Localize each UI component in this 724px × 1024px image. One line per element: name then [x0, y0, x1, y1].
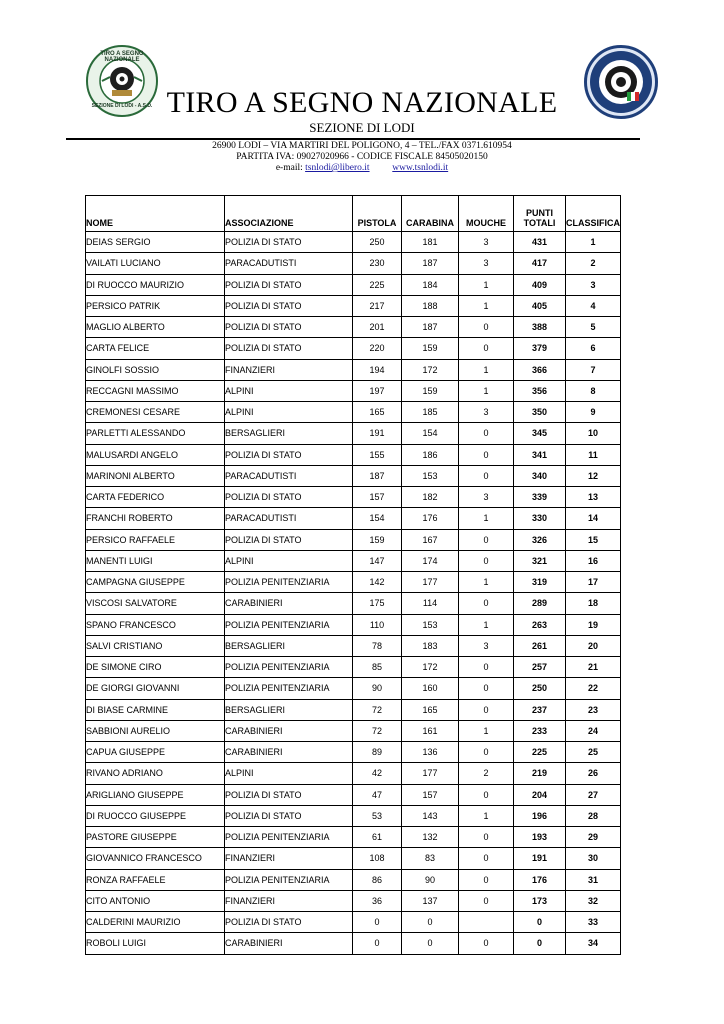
cell-classifica: 11 — [566, 444, 621, 465]
cell-carabina: 83 — [402, 848, 459, 869]
cell-nome: GINOLFI SOSSIO — [86, 359, 225, 380]
cell-nome: PARLETTI ALESSANDO — [86, 423, 225, 444]
cell-punti-totali: 339 — [514, 487, 566, 508]
cell-nome: ARIGLIANO GIUSEPPE — [86, 784, 225, 805]
cell-associazione: POLIZIA DI STATO — [225, 444, 353, 465]
cell-nome: PERSICO PATRIK — [86, 295, 225, 316]
table-row — [86, 529, 621, 550]
cell-nome: MANENTI LUIGI — [86, 550, 225, 571]
table-row — [86, 614, 621, 635]
cell-pistola: 155 — [353, 444, 402, 465]
table-row — [86, 827, 621, 848]
cell-carabina: 188 — [402, 295, 459, 316]
cell-classifica: 25 — [566, 742, 621, 763]
cell-carabina: 159 — [402, 338, 459, 359]
table-row — [86, 890, 621, 911]
cell-mouche: 0 — [459, 465, 514, 486]
cell-punti-totali: 321 — [514, 550, 566, 571]
cell-classifica: 5 — [566, 317, 621, 338]
table-row — [86, 508, 621, 529]
column-header-punti-totali — [514, 196, 566, 232]
cell-associazione: ALPINI — [225, 402, 353, 423]
cell-associazione: BERSAGLIERI — [225, 423, 353, 444]
cell-associazione: CARABINIERI — [225, 720, 353, 741]
cell-punti-totali: 250 — [514, 678, 566, 699]
cell-pistola: 220 — [353, 338, 402, 359]
cell-classifica: 14 — [566, 508, 621, 529]
cell-punti-totali: 409 — [514, 274, 566, 295]
cell-nome: DEIAS SERGIO — [86, 232, 225, 253]
cell-carabina: 137 — [402, 890, 459, 911]
cell-associazione: POLIZIA DI STATO — [225, 487, 353, 508]
cell-nome: DI RUOCCO MAURIZIO — [86, 274, 225, 295]
cell-mouche: 0 — [459, 933, 514, 954]
cell-mouche: 0 — [459, 827, 514, 848]
cell-classifica: 24 — [566, 720, 621, 741]
cell-carabina: 154 — [402, 423, 459, 444]
cell-punti-totali: 237 — [514, 699, 566, 720]
cell-punti-totali: 289 — [514, 593, 566, 614]
table-row — [86, 763, 621, 784]
table-row — [86, 253, 621, 274]
cell-nome: SALVI CRISTIANO — [86, 635, 225, 656]
cell-mouche: 3 — [459, 402, 514, 423]
cell-classifica: 18 — [566, 593, 621, 614]
cell-associazione: BERSAGLIERI — [225, 699, 353, 720]
cell-punti-totali: 431 — [514, 232, 566, 253]
cell-carabina: 172 — [402, 657, 459, 678]
cell-pistola: 157 — [353, 487, 402, 508]
cell-classifica: 21 — [566, 657, 621, 678]
punti-header-line1: PUNTI — [526, 208, 553, 218]
cell-nome: VISCOSI SALVATORE — [86, 593, 225, 614]
cell-punti-totali: 330 — [514, 508, 566, 529]
cell-carabina: 114 — [402, 593, 459, 614]
cell-classifica: 3 — [566, 274, 621, 295]
table-row — [86, 465, 621, 486]
table-row — [86, 232, 621, 253]
cell-classifica: 28 — [566, 805, 621, 826]
cell-carabina: 184 — [402, 274, 459, 295]
cell-mouche: 0 — [459, 869, 514, 890]
cell-pistola: 225 — [353, 274, 402, 295]
cell-nome: PASTORE GIUSEPPE — [86, 827, 225, 848]
table-row — [86, 869, 621, 890]
cell-classifica: 33 — [566, 912, 621, 933]
cell-associazione: PARACADUTISTI — [225, 253, 353, 274]
cell-pistola: 230 — [353, 253, 402, 274]
cell-mouche: 0 — [459, 890, 514, 911]
cell-pistola: 108 — [353, 848, 402, 869]
cell-carabina: 160 — [402, 678, 459, 699]
cell-mouche: 1 — [459, 614, 514, 635]
cell-punti-totali: 204 — [514, 784, 566, 805]
cell-carabina: 177 — [402, 763, 459, 784]
cell-mouche: 1 — [459, 805, 514, 826]
cell-carabina: 157 — [402, 784, 459, 805]
cell-pistola: 147 — [353, 550, 402, 571]
cell-associazione: PARACADUTISTI — [225, 465, 353, 486]
column-header-pistola: PISTOLA — [353, 196, 402, 232]
cell-mouche: 3 — [459, 232, 514, 253]
cell-mouche: 0 — [459, 529, 514, 550]
table-row — [86, 848, 621, 869]
cell-punti-totali: 257 — [514, 657, 566, 678]
table-row — [86, 444, 621, 465]
cell-carabina: 132 — [402, 827, 459, 848]
cell-nome: CREMONESI CESARE — [86, 402, 225, 423]
cell-nome: RONZA RAFFAELE — [86, 869, 225, 890]
cell-pistola: 201 — [353, 317, 402, 338]
cell-nome: MARINONI ALBERTO — [86, 465, 225, 486]
cell-carabina: 143 — [402, 805, 459, 826]
cell-mouche: 0 — [459, 444, 514, 465]
table-row — [86, 635, 621, 656]
cell-punti-totali: 225 — [514, 742, 566, 763]
cell-carabina: 174 — [402, 550, 459, 571]
table-row — [86, 933, 621, 954]
cell-classifica: 30 — [566, 848, 621, 869]
cell-mouche: 0 — [459, 593, 514, 614]
cell-punti-totali: 341 — [514, 444, 566, 465]
cell-punti-totali: 388 — [514, 317, 566, 338]
cell-classifica: 32 — [566, 890, 621, 911]
cell-associazione: ALPINI — [225, 763, 353, 784]
header-divider — [66, 138, 640, 140]
cell-associazione: POLIZIA DI STATO — [225, 805, 353, 826]
cell-associazione: POLIZIA DI STATO — [225, 232, 353, 253]
contact-line — [0, 163, 724, 174]
cell-associazione: POLIZIA DI STATO — [225, 784, 353, 805]
cell-carabina: 185 — [402, 402, 459, 423]
table-row — [86, 317, 621, 338]
table-row — [86, 487, 621, 508]
cell-carabina: 161 — [402, 720, 459, 741]
cell-classifica: 23 — [566, 699, 621, 720]
cell-pistola: 154 — [353, 508, 402, 529]
cell-pistola: 197 — [353, 380, 402, 401]
cell-associazione: POLIZIA PENITENZIARIA — [225, 869, 353, 890]
cell-associazione: POLIZIA PENITENZIARIA — [225, 572, 353, 593]
table-row — [86, 338, 621, 359]
cell-classifica: 20 — [566, 635, 621, 656]
cell-mouche: 0 — [459, 338, 514, 359]
cell-nome: SPANO FRANCESCO — [86, 614, 225, 635]
cell-mouche: 3 — [459, 253, 514, 274]
table-row — [86, 550, 621, 571]
cell-punti-totali: 233 — [514, 720, 566, 741]
cell-punti-totali: 417 — [514, 253, 566, 274]
cell-punti-totali: 356 — [514, 380, 566, 401]
cell-classifica: 19 — [566, 614, 621, 635]
cell-classifica: 12 — [566, 465, 621, 486]
cell-nome: RECCAGNI MASSIMO — [86, 380, 225, 401]
cell-pistola: 250 — [353, 232, 402, 253]
cell-classifica: 10 — [566, 423, 621, 444]
cell-pistola: 0 — [353, 933, 402, 954]
cell-punti-totali: 0 — [514, 912, 566, 933]
cell-nome: FRANCHI ROBERTO — [86, 508, 225, 529]
cell-associazione: FINANZIERI — [225, 848, 353, 869]
table-row — [86, 912, 621, 933]
cell-punti-totali: 340 — [514, 465, 566, 486]
cell-punti-totali: 219 — [514, 763, 566, 784]
table-row — [86, 720, 621, 741]
cell-associazione: POLIZIA PENITENZIARIA — [225, 657, 353, 678]
cell-punti-totali: 350 — [514, 402, 566, 423]
cell-pistola: 61 — [353, 827, 402, 848]
results-body — [86, 232, 621, 955]
table-row — [86, 593, 621, 614]
cell-nome: RIVANO ADRIANO — [86, 763, 225, 784]
cell-carabina: 186 — [402, 444, 459, 465]
cell-punti-totali: 196 — [514, 805, 566, 826]
cell-punti-totali: 176 — [514, 869, 566, 890]
table-row — [86, 657, 621, 678]
cell-nome: DE SIMONE CIRO — [86, 657, 225, 678]
results-table — [85, 195, 621, 955]
cell-nome: ROBOLI LUIGI — [86, 933, 225, 954]
cell-punti-totali: 366 — [514, 359, 566, 380]
cell-pistola: 165 — [353, 402, 402, 423]
table-header-row — [86, 196, 621, 232]
cell-mouche: 0 — [459, 784, 514, 805]
cell-associazione: POLIZIA DI STATO — [225, 912, 353, 933]
cell-associazione: POLIZIA PENITENZIARIA — [225, 827, 353, 848]
cell-associazione: ALPINI — [225, 550, 353, 571]
cell-carabina: 0 — [402, 933, 459, 954]
cell-punti-totali: 345 — [514, 423, 566, 444]
cell-carabina: 172 — [402, 359, 459, 380]
cell-nome: SABBIONI AURELIO — [86, 720, 225, 741]
cell-mouche: 2 — [459, 763, 514, 784]
table-row — [86, 359, 621, 380]
cell-carabina: 0 — [402, 912, 459, 933]
cell-mouche: 0 — [459, 657, 514, 678]
cell-nome: MALUSARDI ANGELO — [86, 444, 225, 465]
cell-punti-totali: 326 — [514, 529, 566, 550]
cell-mouche: 1 — [459, 380, 514, 401]
page-title: TIRO A SEGNO NAZIONALE — [166, 86, 558, 119]
cell-nome: CARTA FEDERICO — [86, 487, 225, 508]
cell-mouche: 3 — [459, 487, 514, 508]
email-link[interactable]: tsnlodi@libero.it — [305, 163, 370, 173]
cell-carabina: 153 — [402, 614, 459, 635]
table-row — [86, 784, 621, 805]
cell-pistola: 86 — [353, 869, 402, 890]
table-row — [86, 402, 621, 423]
cell-mouche: 0 — [459, 317, 514, 338]
cell-mouche: 1 — [459, 295, 514, 316]
column-header-mouche: MOUCHE — [459, 196, 514, 232]
cell-carabina: 181 — [402, 232, 459, 253]
cell-punti-totali: 319 — [514, 572, 566, 593]
cell-associazione: CARABINIERI — [225, 933, 353, 954]
cell-punti-totali: 193 — [514, 827, 566, 848]
cell-classifica: 6 — [566, 338, 621, 359]
table-row — [86, 295, 621, 316]
left-logo-top-text: TIRO A SEGNO NAZIONALE — [100, 51, 144, 63]
cell-carabina: 159 — [402, 380, 459, 401]
cell-carabina: 177 — [402, 572, 459, 593]
cell-nome: CAMPAGNA GIUSEPPE — [86, 572, 225, 593]
cell-pistola: 42 — [353, 763, 402, 784]
cell-carabina: 176 — [402, 508, 459, 529]
cell-carabina: 90 — [402, 869, 459, 890]
cell-associazione: POLIZIA DI STATO — [225, 529, 353, 550]
cell-carabina: 187 — [402, 317, 459, 338]
cell-classifica: 4 — [566, 295, 621, 316]
cell-associazione: FINANZIERI — [225, 359, 353, 380]
cell-mouche: 0 — [459, 550, 514, 571]
left-logo-bottom-text: SEZIONE DI LODI - A.S.D. — [91, 103, 153, 109]
cell-classifica: 13 — [566, 487, 621, 508]
cell-pistola: 72 — [353, 720, 402, 741]
cell-classifica: 7 — [566, 359, 621, 380]
address-line: 26900 LODI – VIA MARTIRI DEL POLIGONO, 4 – TEL./FAX 0371.610954 — [212, 141, 512, 151]
cell-punti-totali: 405 — [514, 295, 566, 316]
cell-punti-totali: 261 — [514, 635, 566, 656]
cell-punti-totali: 263 — [514, 614, 566, 635]
cell-associazione: CARABINIERI — [225, 593, 353, 614]
cell-carabina: 187 — [402, 253, 459, 274]
cell-associazione: POLIZIA DI STATO — [225, 274, 353, 295]
cell-classifica: 22 — [566, 678, 621, 699]
cell-pistola: 175 — [353, 593, 402, 614]
cell-nome: MAGLIO ALBERTO — [86, 317, 225, 338]
cell-classifica: 2 — [566, 253, 621, 274]
cell-associazione: POLIZIA DI STATO — [225, 317, 353, 338]
cell-pistola: 142 — [353, 572, 402, 593]
cell-classifica: 27 — [566, 784, 621, 805]
cell-pistola: 110 — [353, 614, 402, 635]
cell-punti-totali: 0 — [514, 933, 566, 954]
cell-classifica: 17 — [566, 572, 621, 593]
cell-pistola: 78 — [353, 635, 402, 656]
cell-pistola: 0 — [353, 912, 402, 933]
cell-pistola: 90 — [353, 678, 402, 699]
cell-classifica: 34 — [566, 933, 621, 954]
cell-pistola: 53 — [353, 805, 402, 826]
cell-associazione: POLIZIA PENITENZIARIA — [225, 678, 353, 699]
page-subtitle: SEZIONE DI LODI — [309, 120, 415, 135]
cell-mouche — [459, 912, 514, 933]
cell-associazione: PARACADUTISTI — [225, 508, 353, 529]
cell-carabina: 153 — [402, 465, 459, 486]
fiscal-line: PARTITA IVA: 09027020966 - CODICE FISCALE 84505020150 — [236, 152, 488, 162]
cell-mouche: 1 — [459, 274, 514, 295]
cell-nome: GIOVANNICO FRANCESCO — [86, 848, 225, 869]
cell-mouche: 0 — [459, 678, 514, 699]
cell-classifica: 16 — [566, 550, 621, 571]
cell-pistola: 187 — [353, 465, 402, 486]
cell-classifica: 31 — [566, 869, 621, 890]
cell-mouche: 1 — [459, 359, 514, 380]
cell-nome: CITO ANTONIO — [86, 890, 225, 911]
cell-classifica: 8 — [566, 380, 621, 401]
cell-classifica: 29 — [566, 827, 621, 848]
cell-mouche: 0 — [459, 742, 514, 763]
cell-punti-totali: 191 — [514, 848, 566, 869]
cell-punti-totali: 173 — [514, 890, 566, 911]
column-header-classifica: CLASSIFICA — [566, 196, 621, 232]
cell-nome: DI RUOCCO GIUSEPPE — [86, 805, 225, 826]
cell-nome: CAPUA GIUSEPPE — [86, 742, 225, 763]
cell-carabina: 182 — [402, 487, 459, 508]
cell-classifica: 1 — [566, 232, 621, 253]
table-row — [86, 678, 621, 699]
cell-mouche: 1 — [459, 508, 514, 529]
table-row — [86, 380, 621, 401]
cell-associazione: POLIZIA PENITENZIARIA — [225, 614, 353, 635]
website-link[interactable]: www.tsnlodi.it — [392, 163, 449, 173]
cell-pistola: 89 — [353, 742, 402, 763]
cell-punti-totali: 379 — [514, 338, 566, 359]
column-header-nome: NOME — [86, 196, 225, 232]
cell-nome: VAILATI LUCIANO — [86, 253, 225, 274]
cell-nome: DI BIASE CARMINE — [86, 699, 225, 720]
cell-nome: CARTA FELICE — [86, 338, 225, 359]
cell-mouche: 1 — [459, 720, 514, 741]
cell-mouche: 0 — [459, 848, 514, 869]
cell-associazione: FINANZIERI — [225, 890, 353, 911]
cell-associazione: CARABINIERI — [225, 742, 353, 763]
email-label: e-mail: — [275, 163, 303, 173]
cell-pistola: 36 — [353, 890, 402, 911]
cell-pistola: 85 — [353, 657, 402, 678]
table-row — [86, 699, 621, 720]
table-row — [86, 742, 621, 763]
column-header-carabina: CARABINA — [402, 196, 459, 232]
table-row — [86, 274, 621, 295]
cell-pistola: 194 — [353, 359, 402, 380]
cell-carabina: 167 — [402, 529, 459, 550]
cell-nome: PERSICO RAFFAELE — [86, 529, 225, 550]
cell-pistola: 47 — [353, 784, 402, 805]
cell-associazione: POLIZIA DI STATO — [225, 338, 353, 359]
table-row — [86, 572, 621, 593]
cell-mouche: 0 — [459, 423, 514, 444]
cell-classifica: 26 — [566, 763, 621, 784]
column-header-associazione: ASSOCIAZIONE — [225, 196, 353, 232]
cell-classifica: 9 — [566, 402, 621, 423]
cell-nome: DE GIORGI GIOVANNI — [86, 678, 225, 699]
table-row — [86, 805, 621, 826]
cell-classifica: 15 — [566, 529, 621, 550]
cell-associazione: BERSAGLIERI — [225, 635, 353, 656]
cell-carabina: 183 — [402, 635, 459, 656]
cell-pistola: 159 — [353, 529, 402, 550]
cell-carabina: 165 — [402, 699, 459, 720]
cell-associazione: POLIZIA DI STATO — [225, 295, 353, 316]
cell-mouche: 0 — [459, 699, 514, 720]
cell-pistola: 191 — [353, 423, 402, 444]
cell-nome: CALDERINI MAURIZIO — [86, 912, 225, 933]
cell-pistola: 72 — [353, 699, 402, 720]
cell-carabina: 136 — [402, 742, 459, 763]
punti-header-line2: TOTALI — [523, 218, 556, 228]
table-row — [86, 423, 621, 444]
cell-mouche: 1 — [459, 572, 514, 593]
cell-mouche: 3 — [459, 635, 514, 656]
cell-associazione: ALPINI — [225, 380, 353, 401]
cell-pistola: 217 — [353, 295, 402, 316]
